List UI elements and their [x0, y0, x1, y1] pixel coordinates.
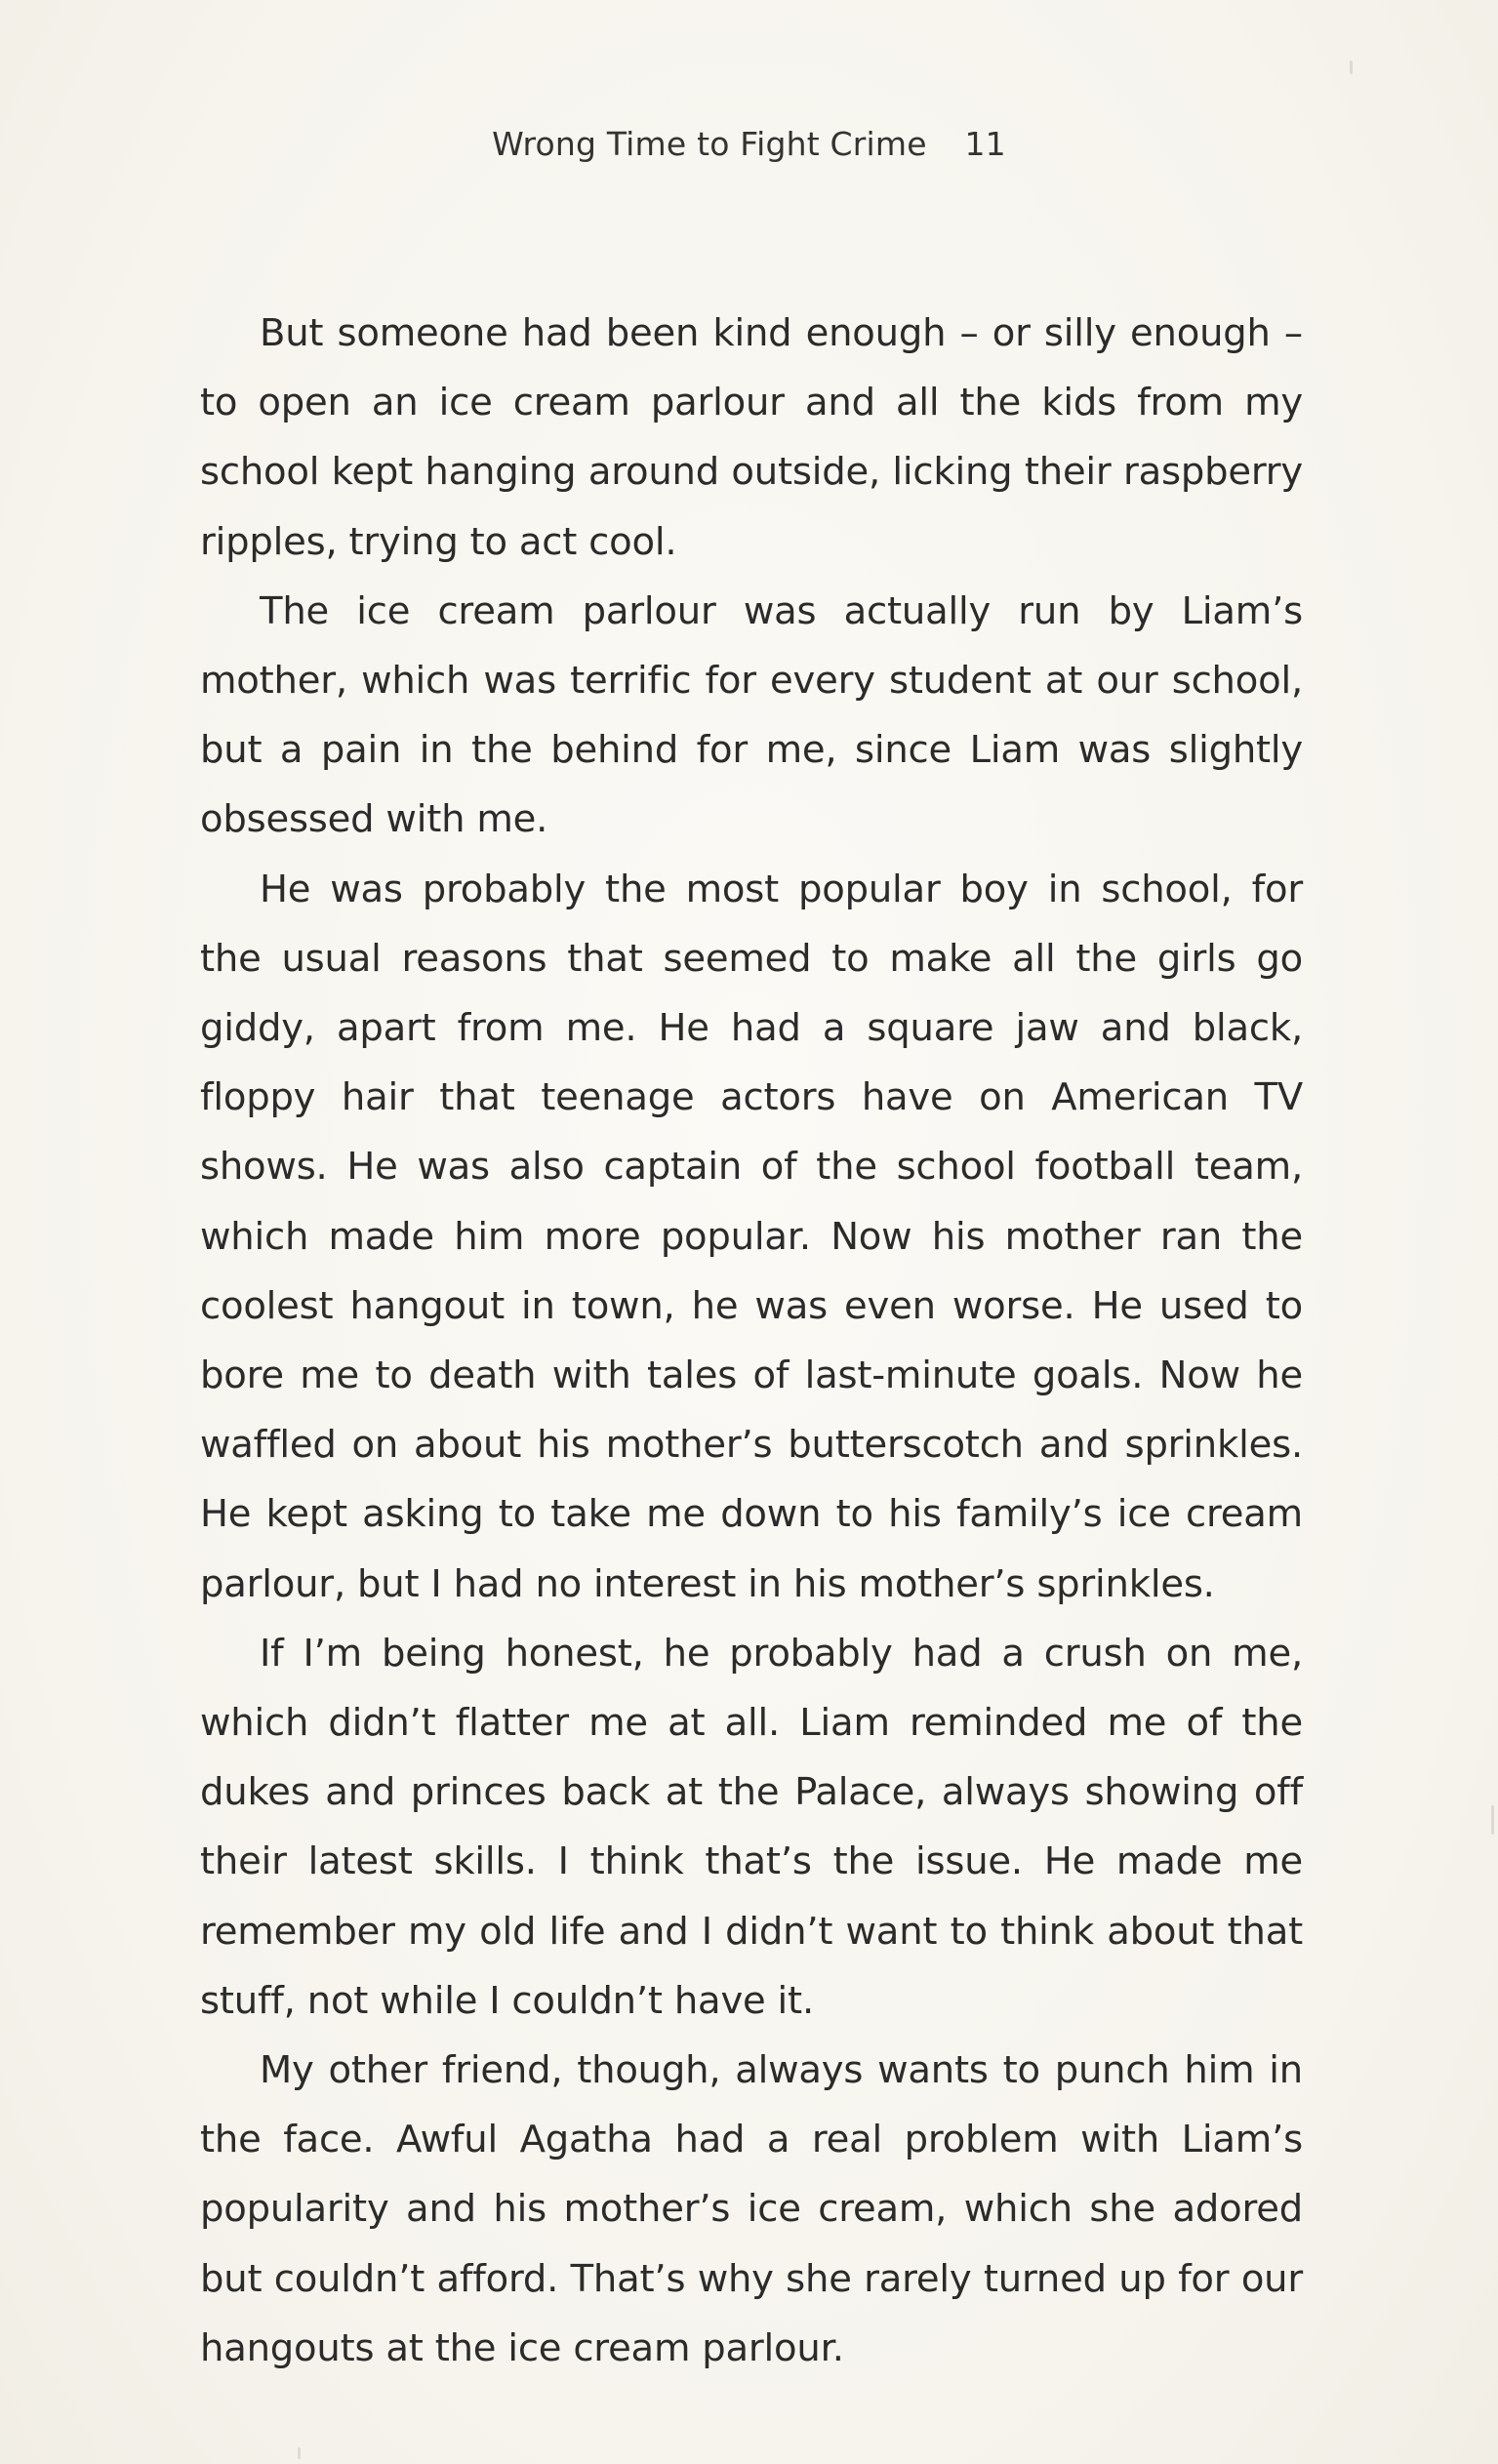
paper-speck [298, 2447, 301, 2459]
paragraph: But someone had been kind enough – or silly enough – to open an ice cream parlour and all the kids from my school kept hanging around outside, licking their raspberry ripples, trying to act cool. [200, 311, 1303, 564]
paragraph: My other friend, though, always wants to punch him in the face. Awful Agatha had a real problem with Liam’s popularity and his mother’s ice cream, which she adored but couldn’t afford. That’s why she rarely turned up for our hangouts at the ice cream parlour. [200, 2048, 1303, 2370]
page-number: 11 [964, 125, 1006, 163]
paper-speck [1350, 61, 1353, 74]
paragraph: He was probably the most popular boy in school, for the usual reasons that seemed to make all the girls go giddy, apart from me. He had a square jaw and black, floppy hair that teenage actors have on American TV shows. He was also captain of the school football team, which made him more popular. Now his mother ran the coolest hangout in town, he was even worse. He used to bore me to death with tales of last-minute goals. Now he waffled on about his mother’s butterscotch and sprinkles. He kept asking to take me down to his family’s ice cream parlour, but I had no interest in his mother’s sprinkles. [200, 867, 1303, 1606]
paper-speck [1491, 1805, 1494, 1835]
running-head [0, 125, 1498, 163]
chapter-title: Wrong Time to Fight Crime [492, 125, 927, 163]
paragraph: The ice cream parlour was actually run by Liam’s mother, which was terrific for every student at our school, but a pain in the behind for me, since Liam was slightly obsessed with me. [200, 588, 1303, 842]
paragraph: If I’m being honest, he probably had a crush on me, which didn’t flatter me at all. Liam reminded me of the dukes and princes back at the Palace, always showing off their latest skills. I think that’s the issue. He made me remember my old life and I didn’t want to think about that stuff, not while I couldn’t have it. [200, 1631, 1303, 2023]
body-text [200, 299, 1303, 2383]
